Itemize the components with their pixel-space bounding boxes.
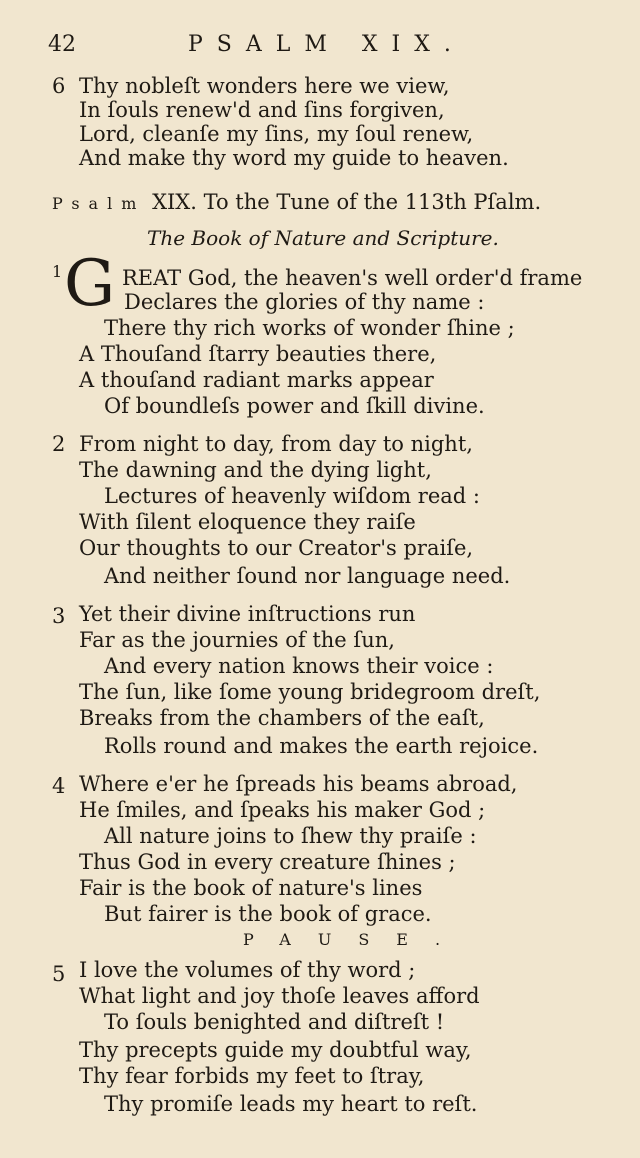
verse-line: Rolls round and makes the earth rejoice. (104, 734, 539, 758)
verse-line: Lord, cleanſe my ſins, my ſoul renew, (79, 122, 474, 146)
verse-line: Declares the glories of thy name : (124, 290, 485, 314)
verse-line: Lectures of heavenly wiſdom read : (104, 484, 480, 508)
verse-line: All nature joins to ſhew thy praiſe : (104, 824, 477, 848)
pause-heading: PAUSE. (243, 930, 468, 949)
verse-line: Thy promiſe leads my heart to reſt. (104, 1092, 478, 1116)
verse-line: And neither ſound nor language need. (104, 564, 511, 588)
verse-line: Yet their divine inſtructions run (79, 602, 416, 626)
verse-line: With ſilent eloquence they raiſe (79, 510, 416, 534)
verse-line: Thy nobleſt wonders here we view, (79, 74, 450, 98)
verse-line: What light and joy thoſe leaves afford (79, 984, 480, 1008)
verse-line: And every nation knows their voice : (104, 654, 494, 678)
verse-line: In ſouls renew'd and ſins forgiven, (79, 98, 445, 122)
verse-line: Thus God in every creature ſhines ; (79, 850, 456, 874)
verse-line: Thy fear forbids my feet to ſtray, (79, 1064, 425, 1088)
running-head: PSALM XIX. (188, 32, 465, 57)
verse-line: A thouſand radiant marks appear (79, 368, 434, 392)
verse-line: I love the volumes of thy word ; (79, 958, 416, 982)
verse-line: From night to day, from day to night, (79, 432, 473, 456)
verse-line: And make thy word my guide to heaven. (79, 146, 509, 170)
verse-line: There thy rich works of wonder ſhine ; (104, 316, 515, 340)
drop-cap: G (64, 247, 116, 321)
psalm-title (52, 190, 541, 214)
verse-line: The ſun, like ſome young bridegroom dreſt, (79, 680, 541, 704)
verse-line: Breaks from the chambers of the eaſt, (79, 706, 485, 730)
psalm-title-label: Psalm (52, 194, 146, 213)
verse-line: Thy precepts guide my doubtful way, (79, 1038, 472, 1062)
page-header (48, 32, 608, 62)
psalm-subtitle: The Book of Nature and Scripture. (147, 226, 499, 250)
verse-line: But fairer is the book of grace. (104, 902, 432, 926)
verse-number: 3 (52, 604, 66, 628)
verse-line: To ſouls benighted and diſtreſt ! (104, 1010, 445, 1034)
verse-line: The dawning and the dying light, (79, 458, 432, 482)
verse-number: 2 (52, 432, 66, 456)
psalm-title-rest: XIX. To the Tune of the 113th Pſalm. (152, 190, 542, 214)
verse-line: REAT God, the heaven's well order'd frame (122, 266, 583, 290)
verse-line: Far as the journies of the ſun, (79, 628, 395, 652)
verse-number: 5 (52, 962, 66, 986)
verse-number: 1 (52, 262, 63, 281)
verse-number: 4 (52, 774, 66, 798)
verse-line: Of boundleſs power and ſkill divine. (104, 394, 485, 418)
verse-line: Our thoughts to our Creator's praiſe, (79, 536, 474, 560)
verse-line: He ſmiles, and ſpeaks his maker God ; (79, 798, 486, 822)
verse-line: A Thouſand ſtarry beauties there, (79, 342, 437, 366)
verse-line: Fair is the book of nature's lines (79, 876, 423, 900)
page-number: 42 (48, 32, 76, 57)
verse-line: Where e'er he ſpreads his beams abroad, (79, 772, 518, 796)
verse-number: 6 (52, 74, 66, 98)
